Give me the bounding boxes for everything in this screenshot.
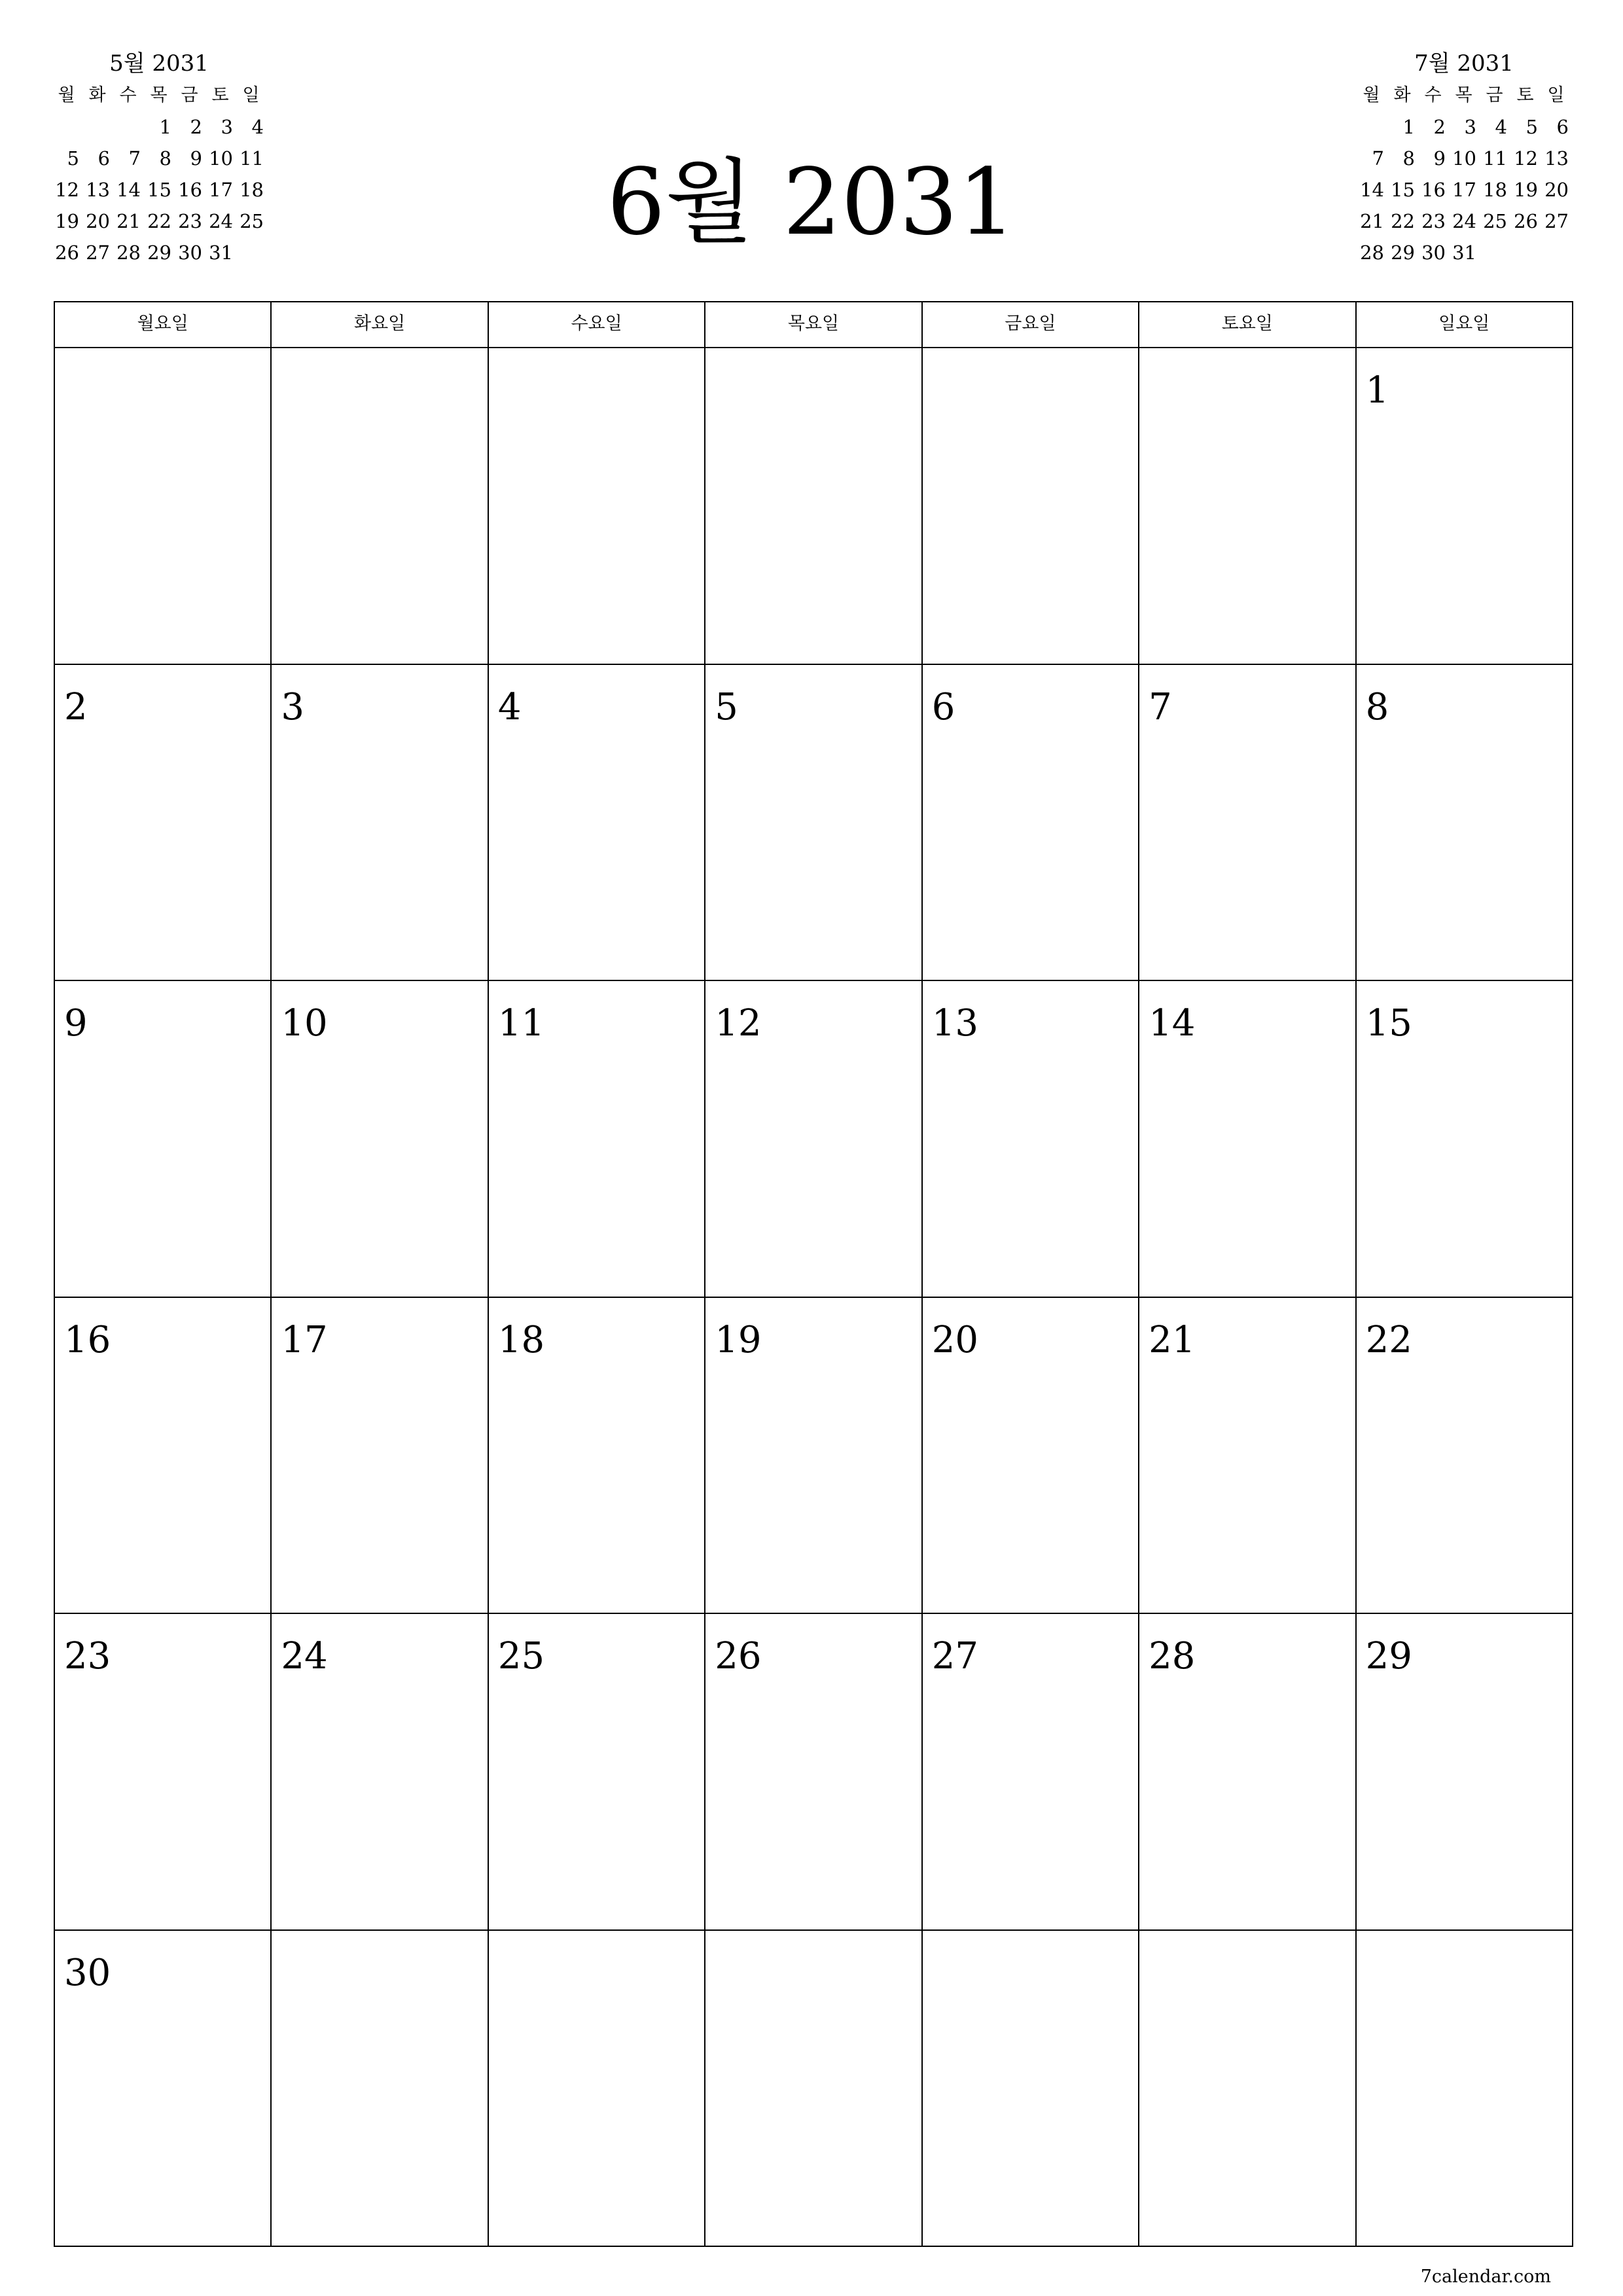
day-cell bbox=[55, 1298, 272, 1615]
day-number: 16 bbox=[64, 1318, 111, 1361]
day-number: 2 bbox=[64, 685, 88, 728]
mini-day-number: 6 bbox=[98, 147, 110, 170]
day-cell bbox=[489, 1931, 705, 2248]
mini-day-number: 5 bbox=[1525, 116, 1538, 138]
day-number: 29 bbox=[1365, 1635, 1412, 1677]
day-number: 6 bbox=[931, 685, 955, 728]
mini-day-number: 8 bbox=[159, 147, 171, 170]
mini-day-number: 13 bbox=[1544, 147, 1569, 170]
mini-day-number: 25 bbox=[240, 210, 264, 232]
mini-weekday-label: 월 bbox=[1363, 85, 1380, 105]
day-number: 12 bbox=[715, 1002, 762, 1045]
mini-day-number: 12 bbox=[55, 179, 79, 201]
mini-day-number: 31 bbox=[1452, 242, 1476, 264]
day-number: 21 bbox=[1149, 1318, 1196, 1361]
day-cell bbox=[1139, 1614, 1356, 1931]
mini-day-number: 4 bbox=[1495, 116, 1507, 138]
mini-day-number: 11 bbox=[1483, 147, 1507, 170]
day-cell bbox=[272, 1298, 488, 1615]
mini-day-number: 25 bbox=[1483, 210, 1507, 232]
mini-weekday-label: 목 bbox=[1455, 85, 1472, 105]
mini-day-number: 18 bbox=[1483, 179, 1507, 201]
mini-weekday-label: 일 bbox=[242, 85, 260, 105]
mini-day-number: 13 bbox=[86, 179, 110, 201]
day-cell bbox=[923, 348, 1139, 665]
mini-day-number: 1 bbox=[1402, 116, 1415, 138]
next-month-grid bbox=[1356, 80, 1572, 268]
mini-day-number: 4 bbox=[251, 116, 264, 138]
mini-day-number: 27 bbox=[86, 242, 110, 264]
mini-day-number: 19 bbox=[55, 210, 79, 232]
mini-day-number: 3 bbox=[1464, 116, 1476, 138]
mini-day-number bbox=[113, 111, 143, 143]
day-number: 13 bbox=[931, 1002, 978, 1045]
weekday-header: 토요일 bbox=[1139, 302, 1356, 348]
mini-day-number: 30 bbox=[178, 242, 202, 264]
weekday-header: 목요일 bbox=[705, 302, 922, 348]
mini-day-number: 27 bbox=[1544, 210, 1569, 232]
mini-weekday-label: 토 bbox=[211, 85, 229, 105]
day-cell bbox=[1139, 1931, 1356, 2248]
mini-day-number: 22 bbox=[1391, 210, 1415, 232]
day-cell bbox=[489, 1614, 705, 1931]
mini-day-number bbox=[1541, 237, 1571, 268]
mini-day-number: 22 bbox=[147, 210, 171, 232]
mini-day-number: 31 bbox=[209, 242, 233, 264]
mini-day-number: 18 bbox=[240, 179, 264, 201]
day-number: 1 bbox=[1365, 369, 1389, 412]
day-number: 14 bbox=[1149, 1002, 1196, 1045]
mini-day-number: 15 bbox=[1391, 179, 1415, 201]
day-number: 18 bbox=[497, 1318, 545, 1361]
day-number: 20 bbox=[931, 1318, 978, 1361]
day-number: 11 bbox=[497, 1002, 545, 1045]
mini-day-number: 19 bbox=[1514, 179, 1538, 201]
mini-day-number: 7 bbox=[1372, 147, 1384, 170]
day-number: 15 bbox=[1365, 1002, 1412, 1045]
mini-weekday-label: 화 bbox=[1393, 85, 1411, 105]
day-number: 28 bbox=[1149, 1635, 1196, 1677]
weekday-header: 금요일 bbox=[923, 302, 1139, 348]
mini-weekday-label: 일 bbox=[1547, 85, 1565, 105]
day-cell bbox=[705, 665, 922, 982]
mini-weekday-label: 금 bbox=[1486, 85, 1503, 105]
mini-day-number: 3 bbox=[221, 116, 233, 138]
mini-day-number: 26 bbox=[1514, 210, 1538, 232]
weekday-header: 화요일 bbox=[272, 302, 488, 348]
day-cell bbox=[1139, 665, 1356, 982]
day-number: 25 bbox=[497, 1635, 545, 1677]
footer-credit: 7calendar.com bbox=[1420, 2267, 1551, 2287]
mini-day-number: 16 bbox=[178, 179, 202, 201]
day-cell bbox=[705, 1298, 922, 1615]
mini-day-number: 23 bbox=[178, 210, 202, 232]
day-number: 23 bbox=[64, 1635, 111, 1677]
mini-day-number: 11 bbox=[240, 147, 264, 170]
mini-day-number: 2 bbox=[1433, 116, 1446, 138]
mini-day-number: 16 bbox=[1421, 179, 1446, 201]
day-cell bbox=[272, 1931, 488, 2248]
month-calendar-grid bbox=[54, 301, 1573, 2247]
day-number: 19 bbox=[715, 1318, 762, 1361]
mini-day-number: 20 bbox=[86, 210, 110, 232]
mini-day-number: 20 bbox=[1544, 179, 1569, 201]
day-number: 17 bbox=[281, 1318, 328, 1361]
day-number: 4 bbox=[497, 685, 522, 728]
day-cell bbox=[1357, 981, 1573, 1298]
day-number: 9 bbox=[64, 1002, 88, 1045]
weekday-header: 수요일 bbox=[489, 302, 705, 348]
day-cell bbox=[489, 665, 705, 982]
mini-day-number bbox=[82, 111, 113, 143]
mini-day-number: 10 bbox=[1452, 147, 1476, 170]
day-cell bbox=[55, 348, 272, 665]
mini-day-number: 9 bbox=[1433, 147, 1446, 170]
mini-day-number: 10 bbox=[209, 147, 233, 170]
day-cell bbox=[1139, 981, 1356, 1298]
mini-day-number: 17 bbox=[209, 179, 233, 201]
mini-day-number: 28 bbox=[116, 242, 141, 264]
mini-weekday-label: 월 bbox=[58, 85, 75, 105]
day-number: 7 bbox=[1149, 685, 1172, 728]
mini-weekday-label: 수 bbox=[1424, 85, 1442, 105]
day-cell bbox=[272, 981, 488, 1298]
mini-weekday-label: 목 bbox=[150, 85, 168, 105]
day-cell bbox=[705, 348, 922, 665]
mini-day-number bbox=[51, 111, 82, 143]
page-title: 6월 2031 bbox=[607, 149, 1016, 256]
weekday-header: 일요일 bbox=[1357, 302, 1573, 348]
day-cell bbox=[272, 665, 488, 982]
day-number: 24 bbox=[281, 1635, 328, 1677]
day-cell bbox=[272, 348, 488, 665]
day-cell bbox=[489, 1298, 705, 1615]
day-cell bbox=[923, 1614, 1139, 1931]
mini-weekday-label: 수 bbox=[119, 85, 137, 105]
mini-day-number: 21 bbox=[116, 210, 141, 232]
mini-day-number: 24 bbox=[1452, 210, 1476, 232]
day-cell bbox=[1139, 348, 1356, 665]
mini-day-number: 24 bbox=[209, 210, 233, 232]
next-month-title: 7월 2031 bbox=[1414, 50, 1514, 77]
mini-day-number: 8 bbox=[1402, 147, 1415, 170]
day-number: 5 bbox=[715, 685, 738, 728]
day-cell bbox=[1357, 1298, 1573, 1615]
day-cell bbox=[923, 981, 1139, 1298]
mini-day-number: 2 bbox=[190, 116, 202, 138]
day-cell bbox=[489, 348, 705, 665]
mini-day-number: 28 bbox=[1360, 242, 1384, 264]
day-cell bbox=[1357, 348, 1573, 665]
mini-day-number: 1 bbox=[159, 116, 171, 138]
mini-day-number: 7 bbox=[128, 147, 141, 170]
day-cell bbox=[1357, 1931, 1573, 2248]
mini-weekday-label: 토 bbox=[1516, 85, 1534, 105]
mini-day-number: 9 bbox=[190, 147, 202, 170]
day-number: 10 bbox=[281, 1002, 328, 1045]
day-cell bbox=[1357, 1614, 1573, 1931]
mini-day-number: 14 bbox=[1360, 179, 1384, 201]
weekday-header: 월요일 bbox=[55, 302, 272, 348]
mini-day-number: 6 bbox=[1556, 116, 1569, 138]
mini-day-number bbox=[1356, 111, 1387, 143]
day-cell bbox=[923, 1931, 1139, 2248]
day-number: 30 bbox=[64, 1951, 111, 1994]
day-cell bbox=[705, 981, 922, 1298]
day-cell bbox=[1357, 665, 1573, 982]
day-cell bbox=[705, 1931, 922, 2248]
mini-day-number: 23 bbox=[1421, 210, 1446, 232]
mini-weekday-label: 화 bbox=[88, 85, 106, 105]
mini-day-number: 17 bbox=[1452, 179, 1476, 201]
mini-day-number: 29 bbox=[147, 242, 171, 264]
mini-weekday-label: 금 bbox=[181, 85, 198, 105]
day-number: 26 bbox=[715, 1635, 762, 1677]
day-cell bbox=[923, 1298, 1139, 1615]
day-cell bbox=[1139, 1298, 1356, 1615]
mini-day-number: 15 bbox=[147, 179, 171, 201]
mini-day-number: 29 bbox=[1391, 242, 1415, 264]
day-cell bbox=[923, 665, 1139, 982]
day-number: 3 bbox=[281, 685, 305, 728]
day-number: 8 bbox=[1365, 685, 1389, 728]
day-cell bbox=[55, 1931, 272, 2248]
next-month-mini-calendar bbox=[1356, 47, 1572, 268]
day-number: 22 bbox=[1365, 1318, 1412, 1361]
day-cell bbox=[55, 665, 272, 982]
prev-month-title: 5월 2031 bbox=[109, 50, 209, 77]
mini-day-number: 12 bbox=[1514, 147, 1538, 170]
day-number: 27 bbox=[931, 1635, 978, 1677]
mini-day-number: 26 bbox=[55, 242, 79, 264]
day-cell bbox=[55, 1614, 272, 1931]
mini-day-number: 5 bbox=[67, 147, 79, 170]
mini-day-number: 21 bbox=[1360, 210, 1384, 232]
day-cell bbox=[55, 981, 272, 1298]
mini-day-number: 30 bbox=[1421, 242, 1446, 264]
day-cell bbox=[705, 1614, 922, 1931]
day-cell bbox=[489, 981, 705, 1298]
mini-day-number: 14 bbox=[116, 179, 141, 201]
mini-day-number bbox=[1479, 237, 1510, 268]
mini-day-number bbox=[1510, 237, 1541, 268]
day-cell bbox=[272, 1614, 488, 1931]
